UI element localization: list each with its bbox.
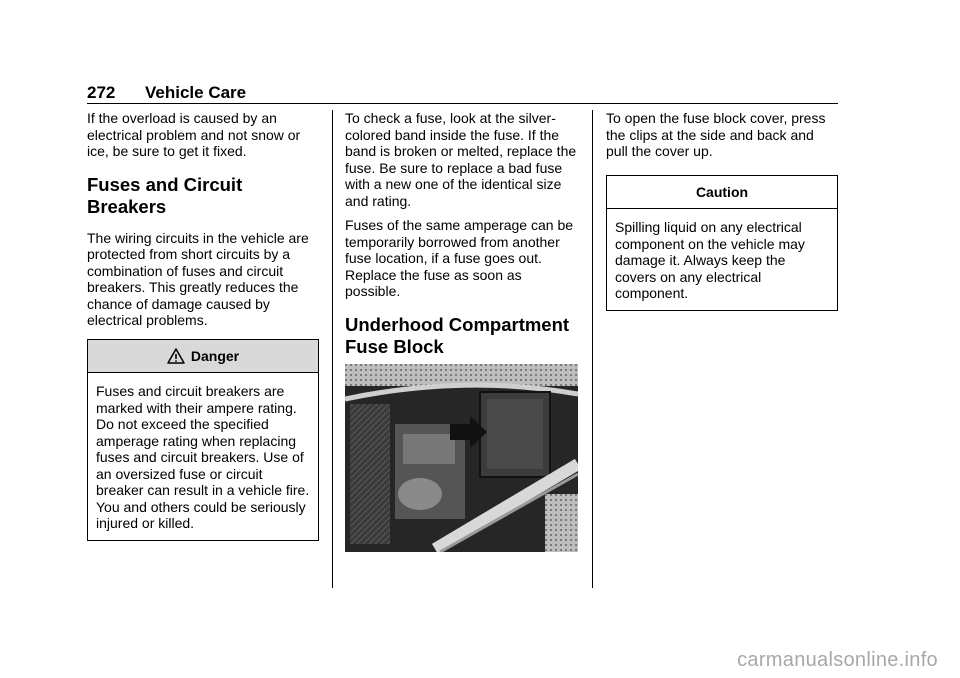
- column-divider-1: [332, 110, 333, 588]
- column-1: [87, 110, 319, 541]
- danger-box: [87, 339, 319, 541]
- underhood-heading: Underhood Compartment Fuse Block: [345, 313, 570, 357]
- fuses-paragraph: The wiring circuits in the vehicle are protected from short circuits by a combination of fuses and circuit breakers. This greatly reduces the chance of damage caused by electrical problems.: [87, 229, 309, 328]
- caution-title: Caution: [695, 183, 749, 200]
- open-cover-paragraph: To open the fuse block cover, press the clips at the side and back and pull the cover up.: [606, 110, 826, 159]
- danger-text: Fuses and circuit breakers are marked with their ampere rating. Do not exceed the specified amperage rating when replacing fuses and circuit breakers. Use of an oversized fuse or circuit breaker can result in a vehicle fire. You and others could be seriously injured or killed.: [96, 383, 310, 531]
- caution-box: [606, 175, 838, 311]
- fuse-block-photo: [345, 364, 578, 552]
- warning-icon: [167, 348, 185, 364]
- section-title: Vehicle Care: [145, 83, 247, 102]
- check-fuse-paragraph: To check a fuse, look at the silver-colored band inside the fuse. If the band is broken or melted, replace the fuse. Be sure to replace a bad fuse with a new one of the identical size and rating.: [345, 110, 577, 209]
- site-watermark: carmanualsonline.info: [737, 649, 938, 671]
- caution-header: [607, 176, 837, 210]
- danger-title: Danger: [190, 347, 240, 364]
- column-2: [345, 110, 578, 370]
- intro-paragraph: If the overload is caused by an electrical problem and not snow or ice, be sure to get it fixed.: [87, 110, 301, 159]
- borrow-fuse-paragraph: Fuses of the same amperage can be temporarily borrowed from another fuse location, if a fuse goes out. Replace the fuse as soon as possible.: [345, 217, 574, 299]
- page-number: 272: [87, 83, 116, 102]
- fuses-heading: Fuses and Circuit Breakers: [87, 173, 243, 217]
- danger-header: [88, 340, 318, 374]
- page-header: [87, 83, 838, 105]
- header-rule: [87, 103, 838, 104]
- column-3: [606, 110, 838, 311]
- column-divider-2: [592, 110, 593, 588]
- caution-text: Spilling liquid on any electrical component on the vehicle may damage it. Always keep the covers on any electrical component.: [615, 219, 805, 301]
